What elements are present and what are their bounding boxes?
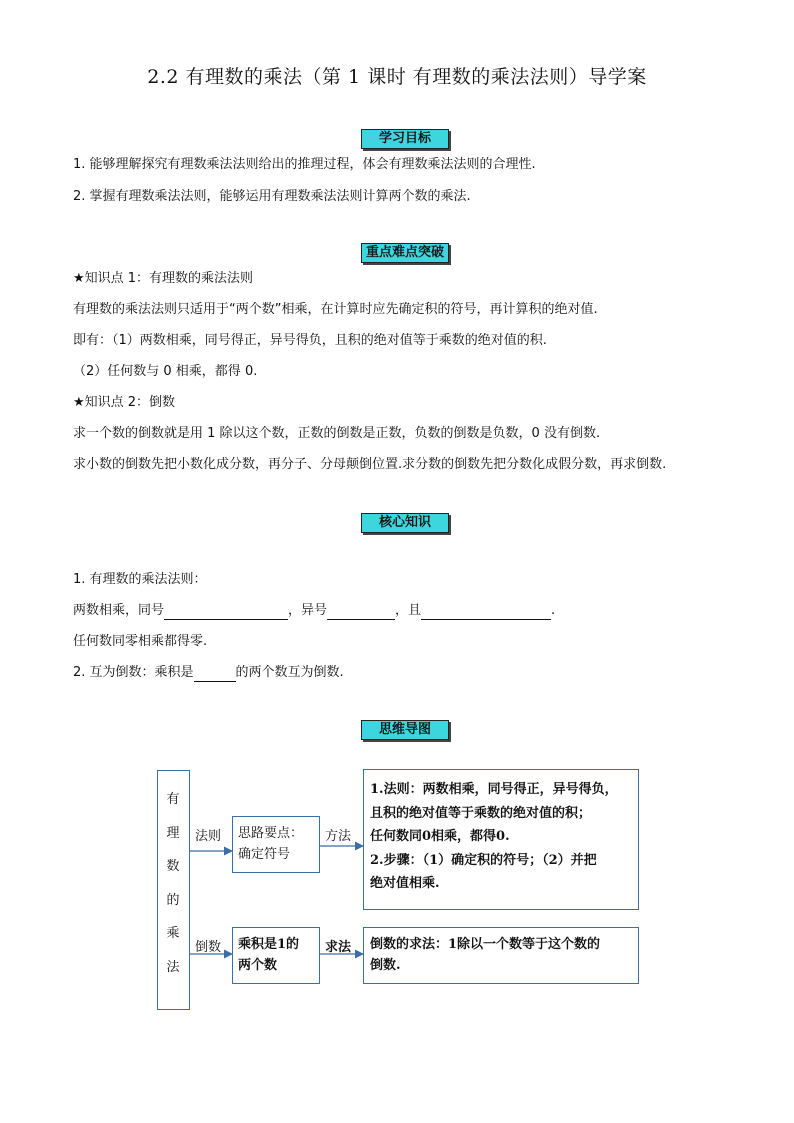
branch-label-rule: 法则	[195, 829, 222, 844]
core-text: 两数相乘，同号	[73, 603, 165, 618]
box-text: 2.步骤：（1）确定积的符号；（2）并把	[370, 852, 597, 868]
section-tag-core: 核心知识	[361, 513, 449, 533]
box-text: 倒数的求法：1除以一个数等于这个数的	[370, 937, 601, 952]
root-char: 数	[166, 859, 180, 874]
rule-detail-box	[363, 769, 639, 910]
core-text: 2. 互为倒数：乘积是	[73, 665, 194, 680]
knowledge-point-1-heading: ★知识点 1：有理数的乘法法则	[73, 271, 254, 286]
core-item-1: 1. 有理数的乘法法则：	[73, 572, 207, 587]
branch-label-reciprocal: 倒数	[195, 940, 222, 955]
root-char: 的	[166, 892, 180, 908]
knowledge-point-2-heading: ★知识点 2：倒数	[73, 395, 176, 410]
box-text: 1.法则：两数相乘，同号得正，异号得负，	[370, 782, 618, 797]
section-tag-goals: 学习目标	[361, 129, 449, 149]
fill-blank[interactable]	[421, 605, 551, 620]
core-item-2	[73, 664, 344, 682]
reciprocal-keypoint-box	[232, 927, 320, 984]
branch-method-label: 方法	[325, 829, 352, 844]
fill-blank[interactable]	[164, 605, 288, 620]
core-text: .	[551, 603, 556, 618]
box-text: 任何数同0相乘，都得0.	[370, 829, 510, 844]
section-tag-mindmap: 思维导图	[361, 720, 449, 740]
page-title: 2.2 有理数的乘法（第 1 课时 有理数的乘法法则）导学案	[147, 66, 647, 88]
section-tag-key-points: 重点难点突破	[361, 243, 449, 263]
box-text: 绝对值相乘.	[370, 876, 440, 891]
root-char: 法	[166, 959, 180, 975]
reciprocal-detail-box	[363, 927, 639, 984]
box-text: 思路要点：	[238, 826, 304, 841]
goal-item: 1. 能够理解探究有理数乘法法则给出的推理过程，体会有理数乘法法则的合理性.	[73, 157, 536, 172]
box-text: 且积的绝对值等于乘数的绝对值的积；	[370, 805, 592, 821]
root-char: 乘	[166, 926, 180, 941]
box-text: 确定符号	[238, 847, 291, 862]
fill-blank[interactable]	[194, 667, 236, 682]
root-char: 理	[166, 825, 180, 841]
goal-item: 2. 掌握有理数乘法法则，能够运用有理数乘法法则计算两个数的乘法.	[73, 189, 471, 204]
key-point-text: 求小数的倒数先把小数化成分数，再分子、分母颠倒位置.求分数的倒数先把分数化成假分数，再求倒数.	[73, 457, 667, 472]
mindmap-root-box	[157, 770, 190, 1010]
core-text: 的两个数互为倒数.	[235, 665, 344, 680]
rule-keypoint-box	[232, 816, 320, 873]
core-text: ，且	[395, 603, 422, 618]
key-point-text: 即有：（1）两数相乘，同号得正，异号得负，且积的绝对值等于乘数的绝对值的积.	[73, 333, 547, 348]
core-text: 任何数同零相乘都得零.	[73, 634, 208, 649]
root-char: 有	[166, 792, 180, 807]
key-point-text: 有理数的乘法法则只适用于“两个数”相乘，在计算时应先确定积的符号，再计算积的绝对值.	[73, 302, 598, 317]
key-point-text: （2）任何数与 0 相乘，都得 0.	[73, 364, 258, 379]
box-text: 两个数	[238, 958, 278, 973]
box-text: 乘积是1的	[238, 937, 300, 952]
box-text: 倒数.	[370, 958, 401, 973]
branch-method-label: 求法	[325, 940, 352, 955]
fill-blank[interactable]	[327, 605, 395, 620]
core-rule-line	[73, 602, 555, 620]
key-point-text: 求一个数的倒数就是用 1 除以这个数，正数的倒数是正数，负数的倒数是负数，0 没有倒数.	[73, 426, 601, 441]
core-text: ，异号	[288, 603, 328, 618]
